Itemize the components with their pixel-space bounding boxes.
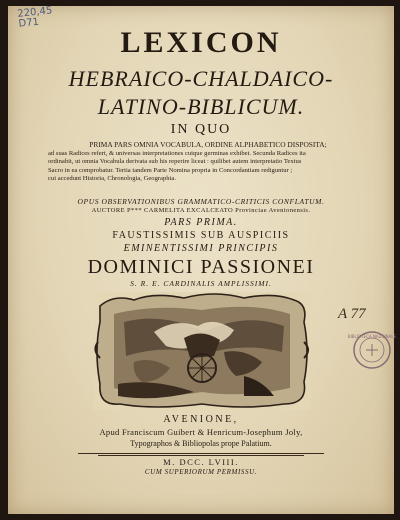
dedicatee-name: DOMINICI PASSIONEI bbox=[87, 256, 315, 278]
stamp-text: BIBLIOTECA NAZIONALE bbox=[347, 334, 397, 339]
shelf-number-line-2: D71 bbox=[17, 16, 40, 30]
description-line: PRIMA PARS OMNIA VOCABULA, ORDINE ALPHABETICO DISPOSITA; bbox=[89, 140, 327, 149]
imprint-permission: CUM SUPERIORUM PERMISSU. bbox=[144, 468, 258, 476]
title-hebraico: HEBRAICO-CHALDAICO- bbox=[68, 66, 334, 91]
in-quo: IN QUO bbox=[170, 122, 232, 137]
title-lexicon: LEXICON bbox=[120, 26, 282, 59]
imprint-city: AVENIONE, bbox=[163, 414, 239, 425]
divider-rule bbox=[78, 453, 324, 454]
faustissimis-line: FAUSTISSIMIS SUB AUSPICIIS bbox=[112, 230, 290, 241]
cardinal-title: S. R. E. CARDINALIS AMPLISSIMI. bbox=[130, 279, 272, 288]
library-stamp bbox=[347, 330, 397, 370]
handwritten-shelfmark: A 77 bbox=[338, 306, 366, 322]
imprint-year: M. DCC. LVIII. bbox=[163, 457, 239, 467]
engraved-vignette bbox=[94, 292, 310, 410]
description-paragraph bbox=[48, 141, 368, 184]
eminentissimi-line: EMINENTISSIMI PRINCIPIS bbox=[123, 243, 279, 254]
auctore-line: AUCTORE P*** CARMELITA EXCALCEATO Provinciae Avenionensis. bbox=[91, 207, 311, 214]
description-line: cui accedunt Historia, Chronologia, Geographia. bbox=[48, 175, 176, 183]
description-line: ordinabit, ut omnia Vocabula derivata sub his reperire liceat : quilibet autem interpretatio Textus bbox=[48, 158, 302, 166]
title-latino: LATINO-BIBLICUM. bbox=[97, 94, 305, 119]
description-line: ad suas Radices refert, & universas interpretationes cuique germinas exhibet. Secunda Radices ita bbox=[48, 149, 306, 157]
description-line: Sacro in ea comprobatur. Tertia tandem Parte Nomina propria in Concordantiam rediguntur ; bbox=[48, 166, 293, 174]
imprint-typographos: Typographos & Bibliopolas prope Palatium. bbox=[130, 439, 272, 448]
imprint-printers: Apud Franciscum Guibert & Henricum-Josephum Joly, bbox=[99, 427, 303, 437]
divider-rule bbox=[98, 455, 304, 456]
title-page bbox=[8, 5, 397, 514]
opus-line: OPUS OBSERVATIONIBUS GRAMMATICO-CRITICIS CONFLATUM. bbox=[77, 197, 325, 206]
shelf-number-line-1: 220,45 bbox=[16, 5, 53, 20]
pars-prima: PARS PRIMA. bbox=[164, 217, 238, 228]
